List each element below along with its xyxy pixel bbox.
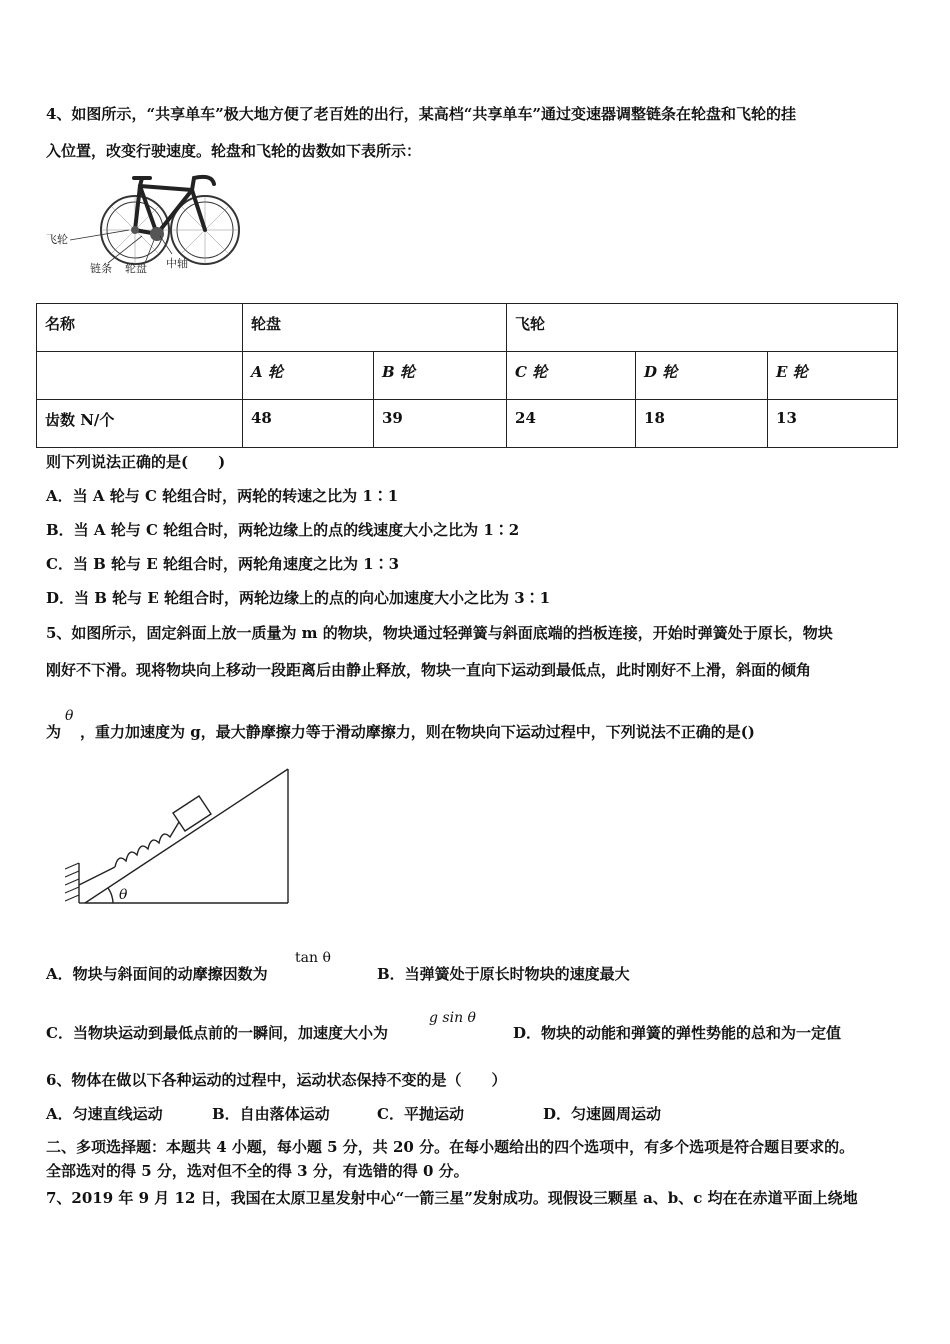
q6-option-c: C．平抛运动 bbox=[377, 1105, 464, 1123]
table-wheel-a: A 轮 bbox=[243, 352, 374, 400]
table-header-flywheel: 飞轮 bbox=[507, 304, 898, 352]
q5-theta: θ bbox=[65, 708, 74, 724]
table-teeth-c: 24 bbox=[507, 400, 636, 448]
label-chainring: 轮盘 bbox=[125, 262, 147, 275]
table-teeth-a: 48 bbox=[243, 400, 374, 448]
table-row-label: 齿数 N/个 bbox=[37, 400, 243, 448]
q5-option-a: A．物块与斜面间的动摩擦因数为 bbox=[46, 965, 268, 983]
q6-stem: 6、物体在做以下各种运动的过程中，运动状态保持不变的是（ ） bbox=[46, 1071, 507, 1089]
q5-option-a-math: tan θ bbox=[295, 950, 331, 966]
section2-line1: 二、多项选择题：本题共 4 小题，每小题 5 分，共 20 分。在每小题给出的四个选项中，有多个选项是符合题目要求的。 bbox=[46, 1138, 855, 1156]
q5-line3-post: ，重力加速度为 g，最大静摩擦力等于滑动摩擦力，则在物块向下运动过程中，下列说法不正确的是() bbox=[80, 723, 755, 741]
table-teeth-e: 13 bbox=[768, 400, 898, 448]
q4-line1: 4、如图所示，“共享单车”极大地方便了老百姓的出行，某高档“共享单车”通过变速器调整链条在轮盘和飞轮的挂 bbox=[46, 105, 796, 123]
q6-option-b: B．自由落体运动 bbox=[212, 1105, 330, 1123]
q4-line2: 入位置，改变行驶速度。轮盘和飞轮的齿数如下表所示： bbox=[46, 142, 422, 160]
table-wheel-e: E 轮 bbox=[768, 352, 898, 400]
table-header-name: 名称 bbox=[37, 304, 243, 352]
q5-line3-pre: 为 bbox=[46, 723, 62, 741]
flywheel bbox=[131, 226, 139, 234]
q4-option-c: C．当 B 轮与 E 轮组合时，两轮角速度之比为 1∶3 bbox=[46, 555, 400, 573]
q4-option-b: B．当 A 轮与 C 轮组合时，两轮边缘上的点的线速度大小之比为 1∶2 bbox=[46, 521, 520, 539]
table-wheel-b: B 轮 bbox=[374, 352, 507, 400]
q4-stem: 则下列说法正确的是( ) bbox=[46, 453, 226, 471]
q5-option-b: B．当弹簧处于原长时物块的速度最大 bbox=[377, 965, 630, 983]
bicycle-figure bbox=[42, 168, 252, 278]
table-cell-empty bbox=[37, 352, 243, 400]
angle-label: θ bbox=[119, 887, 128, 903]
table-teeth-b: 39 bbox=[374, 400, 507, 448]
table-header-chainring: 轮盘 bbox=[243, 304, 507, 352]
table-wheel-c: C 轮 bbox=[507, 352, 636, 400]
q4-option-d: D．当 B 轮与 E 轮组合时，两轮边缘上的点的向心加速度大小之比为 3∶1 bbox=[46, 589, 551, 607]
q6-option-a: A．匀速直线运动 bbox=[46, 1105, 163, 1123]
q4-option-a: A．当 A 轮与 C 轮组合时，两轮的转速之比为 1∶1 bbox=[46, 487, 399, 505]
q5-line2: 刚好不下滑。现将物块向上移动一段距离后由静止释放，物块一直向下运动到最低点，此时刚好不上滑，斜面的倾角 bbox=[46, 661, 812, 679]
teeth-table bbox=[36, 303, 898, 448]
label-flywheel: 飞轮 bbox=[46, 233, 68, 246]
q5-option-c: C．当物块运动到最低点前的一瞬间，加速度大小为 bbox=[46, 1024, 388, 1042]
q5-line1: 5、如图所示，固定斜面上放一质量为 m 的物块，物块通过轻弹簧与斜面底端的挡板连接，开始时弹簧处于原长，物块 bbox=[46, 624, 833, 642]
label-axle: 中轴 bbox=[166, 257, 188, 270]
q5-option-d: D．物块的动能和弹簧的弹性势能的总和为一定值 bbox=[513, 1024, 842, 1042]
q5-option-c-math: g sin θ bbox=[429, 1010, 476, 1026]
label-chain: 链条 bbox=[90, 262, 112, 275]
section2-line2: 全部选对的得 5 分，选对但不全的得 3 分，有选错的得 0 分。 bbox=[46, 1162, 469, 1180]
table-wheel-d: D 轮 bbox=[636, 352, 768, 400]
q6-option-d: D．匀速圆周运动 bbox=[543, 1105, 662, 1123]
table-teeth-d: 18 bbox=[636, 400, 768, 448]
incline-figure bbox=[55, 765, 295, 910]
q7-line1: 7、2019 年 9 月 12 日，我国在太原卫星发射中心“一箭三星”发射成功。现假设三颗星 a、b、c 均在在赤道平面上绕地 bbox=[46, 1189, 858, 1207]
